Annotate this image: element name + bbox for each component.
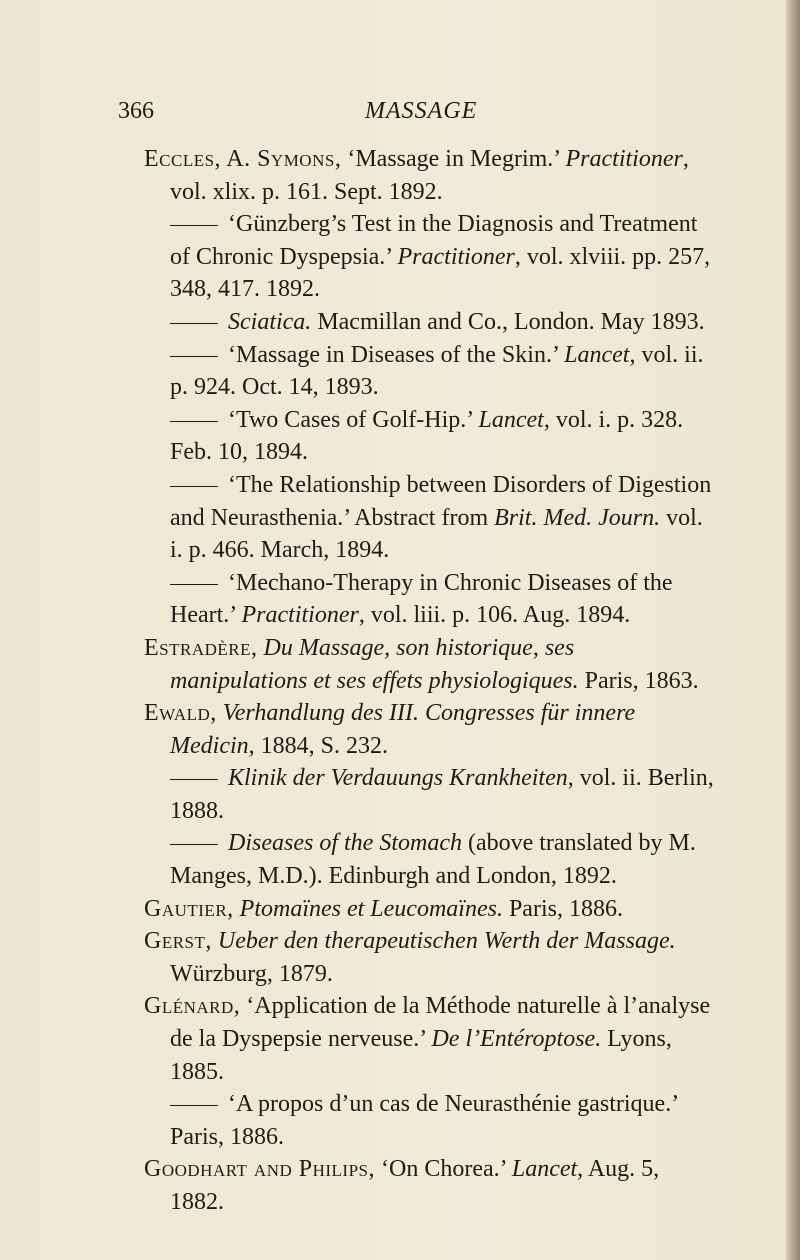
bibliography-entry: [144, 893, 714, 926]
work-title: Practitioner: [565, 146, 683, 172]
bibliography-entry: [144, 143, 714, 208]
ditto-dash: [170, 323, 218, 324]
bibliography-list: [144, 143, 714, 1219]
entry-text: , 1884, S. 232.: [248, 732, 388, 759]
page-edge: [786, 0, 800, 1260]
entry-text: ‘Massage in Megrim.’: [341, 146, 566, 172]
entry-text: , vol. ii. p. 924. Oct. 14, 1893.: [170, 341, 704, 401]
work-title: Lancet: [564, 341, 630, 368]
entry-text: Paris, 1886.: [502, 895, 623, 922]
bibliography-entry: [144, 632, 714, 697]
work-title: Brit. Med. Journ.: [494, 504, 661, 531]
ditto-dash: [170, 421, 218, 422]
bibliography-entry: [144, 990, 714, 1088]
ditto-dash: [170, 486, 218, 487]
ditto-dash: [170, 779, 218, 780]
entry-text: Macmillan and Co., London. May 1893.: [311, 308, 705, 335]
bibliography-subentry: [144, 208, 714, 306]
work-title: Practitioner: [241, 602, 359, 629]
bibliography-entry: [144, 1153, 714, 1218]
bibliography-subentry: [144, 404, 714, 469]
entry-text: , vol. xlviii. pp. 257, 348, 417. 1892.: [170, 243, 711, 303]
work-title: Du Massage, son historique, ses manipulations et ses effets physiologiques.: [170, 634, 579, 694]
work-title: Diseases of the Stomach: [228, 830, 462, 857]
author-name: Ewald,: [144, 700, 217, 727]
bibliography-subentry: [144, 469, 714, 567]
entry-text: ‘A propos d’un cas de Neurasthénie gastrique.’ Paris, 1886.: [170, 1091, 678, 1150]
author-name: Gerst,: [144, 928, 212, 955]
author-name: Gautier,: [144, 895, 234, 922]
ditto-dash: [170, 1105, 218, 1106]
entry-text: , vol. ii. Berlin, 1888.: [170, 765, 714, 824]
entry-text: (above translated by M. Manges, M.D.). Edinburgh and London, 1892.: [170, 830, 696, 890]
entry-text: , Aug. 5, 1882.: [170, 1156, 660, 1215]
bibliography-entry: [144, 925, 714, 990]
entry-text: ‘Günzberg’s Test in the Diagnosis and Treatment of Chronic Dyspepsia.’: [170, 211, 698, 270]
author-name: Estradère,: [144, 634, 258, 661]
work-title: Sciatica.: [228, 308, 312, 335]
work-title: Lancet: [511, 1156, 578, 1183]
work-title: De l’Entéroptose.: [431, 1026, 602, 1053]
author-name: Eccles, A. Symons,: [144, 146, 342, 172]
entry-text: , vol. liii. p. 106. Aug. 1894.: [358, 602, 631, 629]
work-title: Klinik der Verdauungs Krankheiten: [228, 765, 568, 792]
ditto-dash: [170, 844, 218, 845]
entry-text: Lyons, 1885.: [170, 1026, 672, 1085]
bibliography-subentry: [144, 306, 714, 339]
bibliography-subentry: [144, 762, 714, 827]
author-name: Goodhart and Philips,: [144, 1156, 375, 1183]
work-title: Lancet: [478, 406, 544, 433]
entry-text: ‘Application de la Méthode naturelle à l’analyse de la Dyspepsie nerveuse.’: [170, 993, 711, 1053]
bibliography-subentry: [144, 339, 714, 404]
entry-text: ‘Mechano-Therapy in Chronic Diseases of the Heart.’: [170, 569, 673, 629]
entry-text: , vol. xlix. p. 161. Sept. 1892.: [170, 146, 689, 205]
entry-text: ‘Massage in Diseases of the Skin.’: [228, 341, 565, 368]
work-title: Verhandlung des III. Congresses für innere Medicin: [170, 700, 636, 759]
bibliography-subentry: [144, 827, 714, 892]
author-name: Glénard,: [144, 993, 241, 1020]
entry-text: Würzburg, 1879.: [170, 960, 333, 987]
ditto-dash: [170, 225, 218, 226]
work-title: Ueber den therapeutischen Werth der Massage.: [217, 928, 676, 955]
entry-text: vol. i. p. 466. March, 1894.: [170, 504, 703, 564]
entry-text: ‘Two Cases of Golf-Hip.’: [228, 406, 479, 433]
work-title: Ptomaïnes et Leucomaïnes.: [239, 895, 503, 922]
page-number: 366: [118, 98, 154, 124]
page-header: [118, 98, 678, 132]
ditto-dash: [170, 584, 218, 585]
entry-text: Paris, 1863.: [578, 667, 699, 694]
entry-text: , vol. i. p. 328. Feb. 10, 1894.: [170, 406, 684, 466]
bibliography-subentry: [144, 567, 714, 632]
work-title: Practitioner: [397, 243, 515, 270]
running-head: MASSAGE: [365, 98, 478, 124]
bibliography-entry: [144, 697, 714, 762]
ditto-dash: [170, 356, 218, 357]
entry-text: ‘The Relationship between Disorders of Digestion and Neurasthenia.’ Abstract from: [170, 471, 712, 531]
entry-text: ‘On Chorea.’: [375, 1156, 512, 1183]
bibliography-subentry: [144, 1088, 714, 1153]
